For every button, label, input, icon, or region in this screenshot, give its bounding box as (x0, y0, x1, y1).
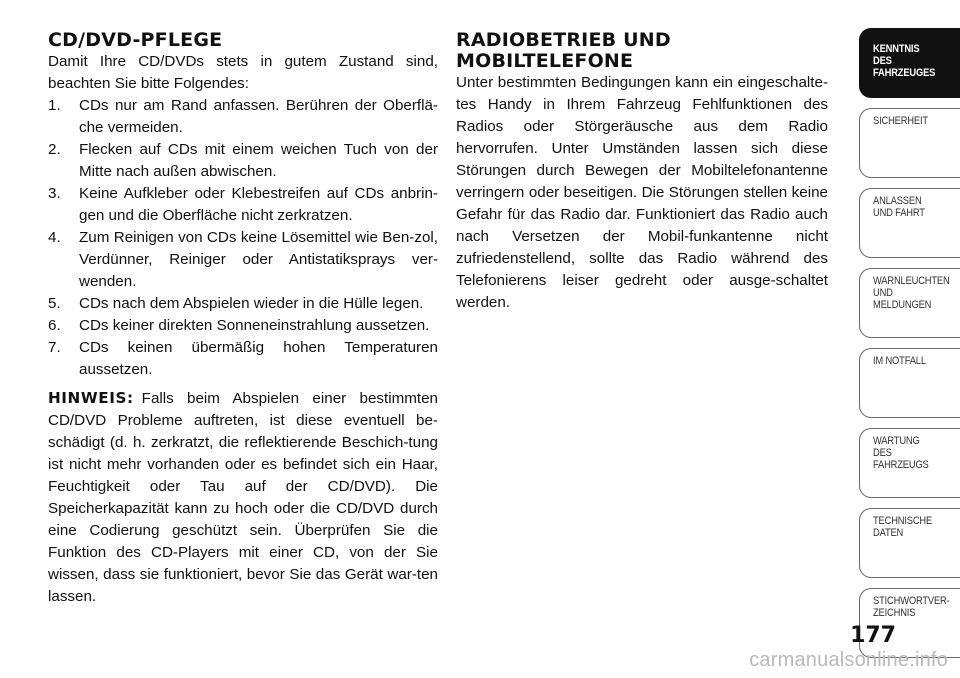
tab-wartung-des-fahrzeugs[interactable]: WARTUNG DES FAHRZEUGS (859, 428, 960, 498)
list-item: 3. Keine Aufkleber oder Klebestreifen auf CDs anbrin-gen und die Oberfläche nicht zerkratzen. (48, 185, 438, 224)
note-text: Falls beim Abspielen einer bestimmten CD/DVD Probleme auftreten, ist diese eventuell be-schädigt (d. h. zerkratzt, die reflektierende Beschich-tung ist nicht mehr vorhanden oder es befindet sich ein Haar, Feuchtigkeit oder Tau auf der CD/DVD). Die Speicherkapazität kann zu hoch oder die CD/DVD durch eine Codierung geschützt sein. Überprüfen Sie die Funktion des CD-Players mit einer CD, von der Sie wissen, dass sie funktioniert, bevor Sie das Gerät war-ten lassen. (48, 390, 438, 605)
tab-im-notfall[interactable]: IM NOTFALL (859, 348, 960, 418)
care-instructions-list (48, 95, 438, 381)
watermark: carmanualsonline.info (749, 649, 948, 671)
chapter-tabs (859, 28, 960, 668)
list-item: 2. Flecken auf CDs mit einem weichen Tuch von der Mitte nach außen abwischen. (48, 141, 438, 180)
section-heading-radio: RADIOBETRIEB UND MOBILTELEFONE (456, 29, 671, 72)
list-item: 5. CDs nach dem Abspielen wieder in die Hülle legen. (48, 295, 424, 312)
intro-paragraph: Damit Ihre CD/DVDs stets in gutem Zustand sind, beachten Sie bitte Folgendes: (48, 53, 438, 92)
section-heading-cd-dvd: CD/DVD-PFLEGE (48, 29, 223, 51)
tab-kenntnis-des-fahrzeuges[interactable]: KENNTNIS DES FAHRZEUGES (859, 28, 960, 98)
radio-body-paragraph: Unter bestimmten Bedingungen kann ein eingeschalte-tes Handy in Ihrem Fahrzeug Fehlfunktionen des Radios oder Störgeräusche aus dem Radio hervorrufen. Unter Umständen lassen sich diese Störungen durch Bewegen der Mobiltelefonantenne verringern oder beseitigen. Die Störungen stellen keine Gefahr für das Radio dar. Funktioniert das Radio auch nach Versetzen der Mobil-funkantenne nicht zufriedenstellend, sollte das Radio während des Telefonierens leiser gedreht oder ausge-schaltet werden. (456, 74, 828, 311)
tab-technische-daten[interactable]: TECHNISCHE DATEN (859, 508, 960, 578)
left-column (48, 30, 438, 608)
list-item: 7. CDs keinen übermäßig hohen Temperaturen aussetzen. (48, 339, 438, 378)
list-item: 1. CDs nur am Rand anfassen. Berühren der Oberflä-che vermeiden. (48, 97, 438, 136)
list-item: 4. Zum Reinigen von CDs keine Lösemittel wie Ben-zol, Verdünner, Reiniger oder Antistatiksprays ver-wenden. (48, 229, 438, 290)
page-number: 177 (850, 623, 896, 648)
tab-anlassen-und-fahrt[interactable]: ANLASSEN UND FAHRT (859, 188, 960, 258)
note-label: HINWEIS: (48, 389, 134, 407)
right-column (456, 30, 828, 314)
tab-warnleuchten-und-meldungen[interactable]: WARNLEUCHTEN UND MELDUNGEN (859, 268, 960, 338)
tab-sicherheit[interactable]: SICHERHEIT (859, 108, 960, 178)
tab-stichwortverzeichnis[interactable]: STICHWORTVER- ZEICHNIS (859, 588, 960, 658)
note-paragraph (48, 387, 438, 608)
list-item: 6. CDs keiner direkten Sonneneinstrahlung aussetzen. (48, 317, 430, 334)
